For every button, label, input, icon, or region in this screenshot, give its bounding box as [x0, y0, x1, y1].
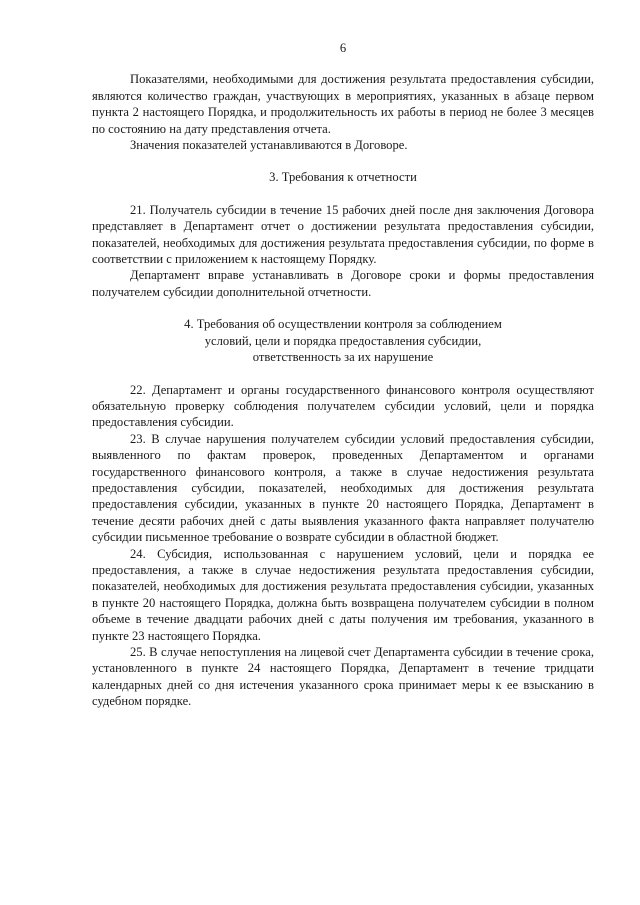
section-3-heading: 3. Требования к отчетности	[269, 170, 417, 185]
paragraph-23: 23. В случае нарушения получателем субсидии условий предоставления субсидии, выявленного по фактам проверок, проведенных Департаментом и органами государственного финансового контроля, а также в случае недостижения результата предоставления субсидии, показателей, необходимых для достижения результата предоставления субсидии, указанных в пункте 20 настоящего Порядка, Департамент в течение десяти рабочих дней с даты выявления указанного факта направляет получателю субсидии письменное требование о возврате субсидии в областной бюджет.	[92, 431, 594, 545]
paragraph-24: 24. Субсидия, использованная с нарушением условий, цели и порядка ее предоставления, а также в случае недостижения результата предоставления субсидии, показателей, необходимых для достижения результата предоставления субсидии, указанных в пункте 20 настоящего Порядка, должна быть возвращена получателем субсидии в полном объеме в течение двадцати рабочих дней с даты получения им требования, указанного в пункте 23 настоящего Порядка.	[92, 546, 594, 643]
section-4-heading-line-1: 4. Требования об осуществлении контроля за соблюдением	[184, 317, 502, 332]
section-4-heading-line-3: ответственность за их нарушение	[252, 350, 434, 365]
paragraph-21: 21. Получатель субсидии в течение 15 рабочих дней после дня заключения Договора представляет в Департамент отчет о достижении результата предоставления субсидии, показателей, необходимых для достижения результата предоставления субсидии, по форме в соответствии с приложением к настоящему Порядку.	[92, 202, 594, 267]
paragraph-21-additional: Департамент вправе устанавливать в Договоре сроки и формы предоставления получателем субсидии дополнительной отчетности.	[92, 268, 594, 299]
paragraph-22: 22. Департамент и органы государственного финансового контроля осуществляют обязательную проверку соблюдения получателем субсидии условий, цели и порядка предоставления субсидии.	[92, 382, 594, 430]
section-4-heading	[92, 316, 594, 365]
page-number: 6	[339, 41, 347, 55]
document-page	[92, 40, 594, 710]
section-4-heading-line-2: условий, цели и порядка предоставления субсидии,	[204, 333, 482, 348]
paragraph-25: 25. В случае непоступления на лицевой счет Департамента субсидии в течение срока, установленного в пункте 24 настоящего Порядка, Департамент в течение тридцати календарных дней со дня истечения указанного срока принимает меры к ее взысканию в судебном порядке.	[92, 645, 594, 709]
paragraph-indicators: Показателями, необходимыми для достижения результата предоставления субсидии, являются количество граждан, участвующих в мероприятиях, указанных в абзаце первом пункта 2 настоящего Порядка, и продолжительность их работы в период не более 3 месяцев по состоянию на дату представления отчета.	[92, 72, 594, 136]
paragraph-indicator-values: Значения показателей устанавливаются в Договоре.	[130, 138, 408, 153]
